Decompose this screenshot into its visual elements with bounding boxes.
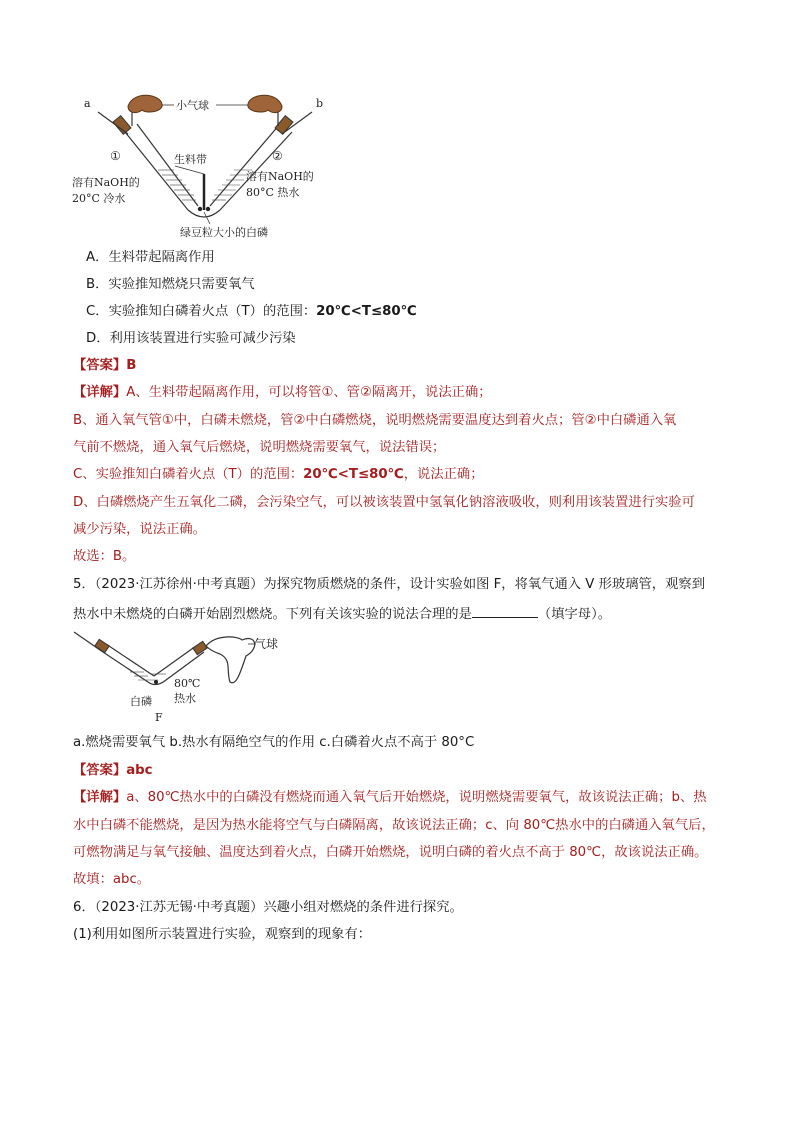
detail-text: A、生料带起隔离作用，可以将管①、管②隔离开，说法正确； [126, 385, 492, 400]
detail-c-end: ，说法正确； [403, 467, 484, 482]
v-tube-apparatus-figure [70, 92, 340, 242]
left-solution-line2: 20°C 冷水 [72, 192, 126, 205]
option-c-text: C．实验推知白磷着火点（T）的范围： [86, 304, 317, 319]
q5-conclusion: 故填：abc。 [73, 872, 151, 887]
q4-detail-line-2: B、通入氧气管①中，白磷未燃烧，管②中白磷燃烧，说明燃烧需要温度达到着火点；管②中白磷通入氧 [73, 413, 677, 428]
detail-text: a、80℃热水中的白磷没有燃烧而通入氧气后开始燃烧，说明燃烧需要氧气，故该说法正确；b、热 [126, 790, 707, 805]
q4-detail-line-1 [73, 385, 492, 401]
answer-tag: 【答案】 [73, 763, 127, 778]
figf-label: F [155, 711, 163, 724]
option-b: B．实验推知燃烧只需要氧气 [86, 277, 255, 292]
q5-detail-line-3: 可燃物满足与氧气接触、温度达到着火点，白磷开始燃烧，说明白磷的着火点不高于 80℃，故该说法正确。 [73, 845, 708, 860]
q4-detail-line-5: D、白磷燃烧产生五氧化二磷，会污染空气，可以被该装置中氢氧化钠溶液吸收，则利用该装置进行实验可 [73, 495, 695, 510]
q5-stem-end: （填字母）。 [537, 607, 612, 622]
right-solution-line1: 溶有NaOH的 [246, 170, 314, 183]
answer-tag: 【答案】 [73, 358, 127, 373]
figf-balloon-label: 气球 [254, 637, 279, 651]
right-solution-line2: 80°C 热水 [246, 186, 300, 199]
q6-sub1: (1)利用如图所示装置进行实验，观察到的现象有： [73, 927, 372, 942]
q5-stem-text: 热水中未燃烧的白磷开始剧烈燃烧。下列有关该实验的说法合理的是 [73, 607, 472, 622]
q4-conclusion: 故选：B。 [73, 549, 136, 564]
answer-blank[interactable] [472, 604, 538, 618]
balloon-label: 小气球 [176, 99, 209, 112]
label-b: b [316, 97, 324, 110]
option-c-range: 20℃<T≤80℃ [316, 304, 417, 319]
detail-c-range: 20℃<T≤80℃ [303, 467, 404, 482]
figure-f-v-tube [70, 630, 300, 725]
q5-stem-line-1: 5．（2023·江苏徐州·中考真题）为探究物质燃烧的条件，设计实验如图 F，将氧气通入 V 形玻璃管，观察到 [73, 577, 705, 592]
figf-temp-label: 80℃ [174, 677, 201, 690]
tube1-label: ① [110, 149, 121, 163]
option-c [86, 304, 417, 320]
q5-stem-line-2 [73, 604, 611, 623]
phosphorus-label: 绿豆粒大小的白磷 [180, 226, 268, 239]
q5-answer [73, 763, 153, 779]
figf-phosphorus-label: 白磷 [130, 695, 152, 708]
answer-value: abc [126, 763, 153, 778]
q4-detail-line-3: 气前不燃烧，通入氧气后燃烧，说明燃烧需要氧气，说法错误； [73, 440, 446, 455]
figf-water-label: 热水 [174, 692, 196, 705]
option-a: A．生料带起隔离作用 [86, 250, 215, 265]
q5-detail-line-1 [73, 790, 707, 806]
detail-c-text: C、实验推知白磷着火点（T）的范围： [73, 467, 304, 482]
option-d: D．利用该装置进行实验可减少污染 [86, 331, 296, 346]
left-solution-line1: 溶有NaOH的 [72, 176, 140, 189]
label-a: a [84, 97, 91, 110]
q6-stem: 6．（2023·江苏无锡·中考真题）兴趣小组对燃烧的条件进行探究。 [73, 900, 463, 915]
detail-tag: 【详解】 [73, 790, 127, 805]
answer-value: B [126, 358, 137, 373]
q5-choices: a.燃烧需要氧气 b.热水有隔绝空气的作用 c.白磷着火点不高于 80°C [73, 735, 475, 750]
q4-detail-line-6: 减少污染，说法正确。 [73, 522, 206, 537]
q4-answer [73, 358, 136, 374]
detail-tag: 【详解】 [73, 385, 127, 400]
q5-detail-line-2: 水中白磷不能燃烧，是因为热水能将空气与白磷隔离，故该说法正确；c、向 80℃热水中的白磷通入氧气后， [73, 818, 715, 833]
q4-detail-line-4 [73, 467, 484, 483]
tube2-label: ② [272, 149, 283, 163]
band-label: 生料带 [174, 153, 207, 166]
